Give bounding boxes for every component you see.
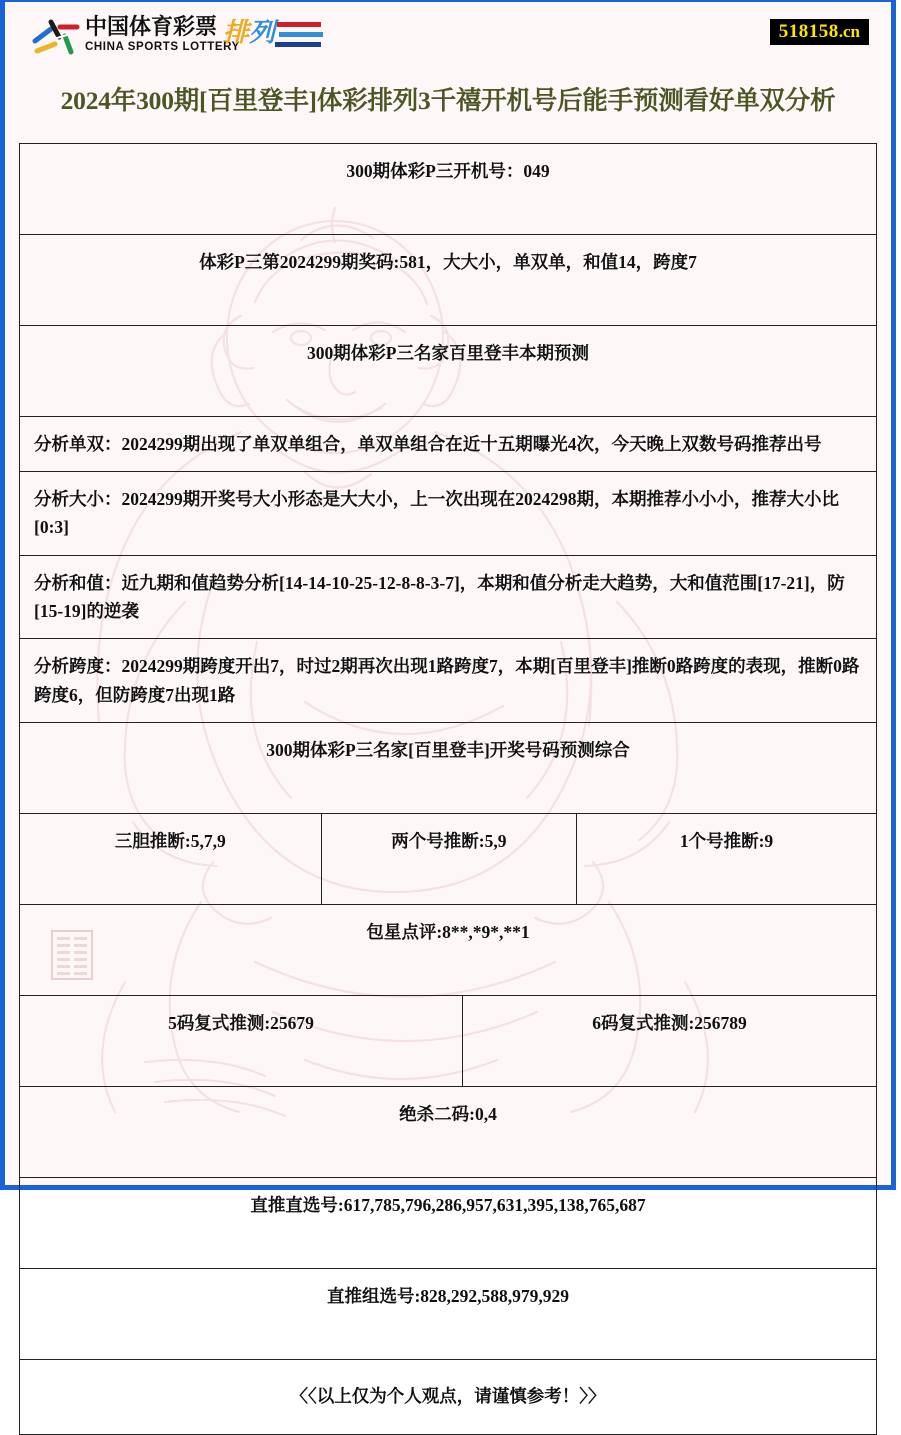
table-row-analysis-size	[20, 472, 877, 556]
page-title: 2024年300期[百里登丰]体彩排列3千禧开机号后能手预测看好单双分析	[60, 86, 836, 116]
forecast-table-wrapper	[19, 143, 877, 1435]
five-code-value: 5码复式推测:25679	[168, 1013, 314, 1034]
one-number-value: 1个号推断:9	[679, 831, 774, 852]
analysis-odd-even-text: 分析单双：2024299期出现了单双单组合，单双单组合在近十五期曝光4次，今天晚上双数号码推荐出号	[34, 433, 822, 454]
kill-two-value: 绝杀二码:0,4	[399, 1104, 497, 1125]
badge-domain-tld: .cn	[838, 22, 860, 41]
bao-xing-value: 包星点评:8**,*9*,**1	[366, 922, 530, 943]
site-header	[5, 2, 891, 66]
table-row-bao-xing	[20, 905, 877, 996]
forecast-table	[19, 143, 877, 1435]
disclaimer-text: 〈〈以上仅为个人观点，请谨慎参考！〉〉	[290, 1386, 606, 1407]
svg-text:中国体育彩票: 中国体育彩票	[85, 14, 218, 39]
svg-text:列: 列	[249, 17, 276, 47]
table-row-summary-heading	[20, 723, 877, 814]
table-row-analysis-span	[20, 639, 877, 723]
table-row-forecast-heading	[20, 325, 877, 416]
svg-text:排: 排	[223, 17, 250, 47]
china-sports-lottery-logo[interactable]	[27, 11, 327, 57]
table-row-last-draw	[20, 234, 877, 325]
analysis-sum-text: 分析和值：近九期和值趋势分析[14-14-10-25-12-8-8-3-7]，本期和值分析走大趋势，大和值范围[17-21]，防[15-19]的逆袭	[34, 572, 845, 622]
analysis-span-text: 分析跨度：2024299期跨度开出7，时过2期再次出现1路跨度7，本期[百里登丰]推断0路跨度的表现，推断0路跨度6，但防跨度7出现1路	[34, 656, 860, 705]
summary-section-heading: 300期体彩P三名家[百里登丰]开奖号码预测综合	[266, 740, 630, 761]
analysis-size-text: 分析大小：2024299期开奖号大小形态是大大小，上一次出现在2024298期，本期推荐小小小，推荐大小比[0:3]	[34, 489, 839, 538]
machine-number-text: 300期体彩P三开机号：049	[346, 160, 550, 181]
svg-text:CHINA SPORTS LOTTERY: CHINA SPORTS LOTTERY	[85, 41, 240, 53]
badge-domain-name: 518158	[778, 21, 839, 42]
table-row-analysis-sum	[20, 555, 877, 639]
table-row-kill-two	[20, 1087, 877, 1178]
table-row-disclaimer	[20, 1360, 877, 1435]
watermark-site-badge	[770, 19, 869, 45]
direct-group-value: 直推组选号:828,292,588,979,929	[326, 1286, 570, 1307]
direct-straight-value: 直推直选号:617,785,796,286,957,631,395,138,765,687	[250, 1195, 646, 1216]
last-draw-text: 体彩P三第2024299期奖码:581，大大小，单双单，和值14，跨度7	[199, 251, 697, 272]
six-code-value: 6码复式推测:256789	[592, 1013, 747, 1034]
table-row-direct-straight	[20, 1178, 877, 1269]
three-dan-value: 三胆推断:5,7,9	[114, 831, 226, 852]
table-row-direct-group	[20, 1269, 877, 1360]
forecast-section-heading: 300期体彩P三名家百里登丰本期预测	[307, 342, 589, 363]
table-row-analysis-odd-even	[20, 416, 877, 471]
table-row-machine-number	[20, 143, 877, 234]
two-number-value: 两个号推断:5,9	[391, 831, 507, 852]
table-row-candidate-numbers	[20, 814, 877, 905]
table-row-compound-codes	[20, 996, 877, 1087]
